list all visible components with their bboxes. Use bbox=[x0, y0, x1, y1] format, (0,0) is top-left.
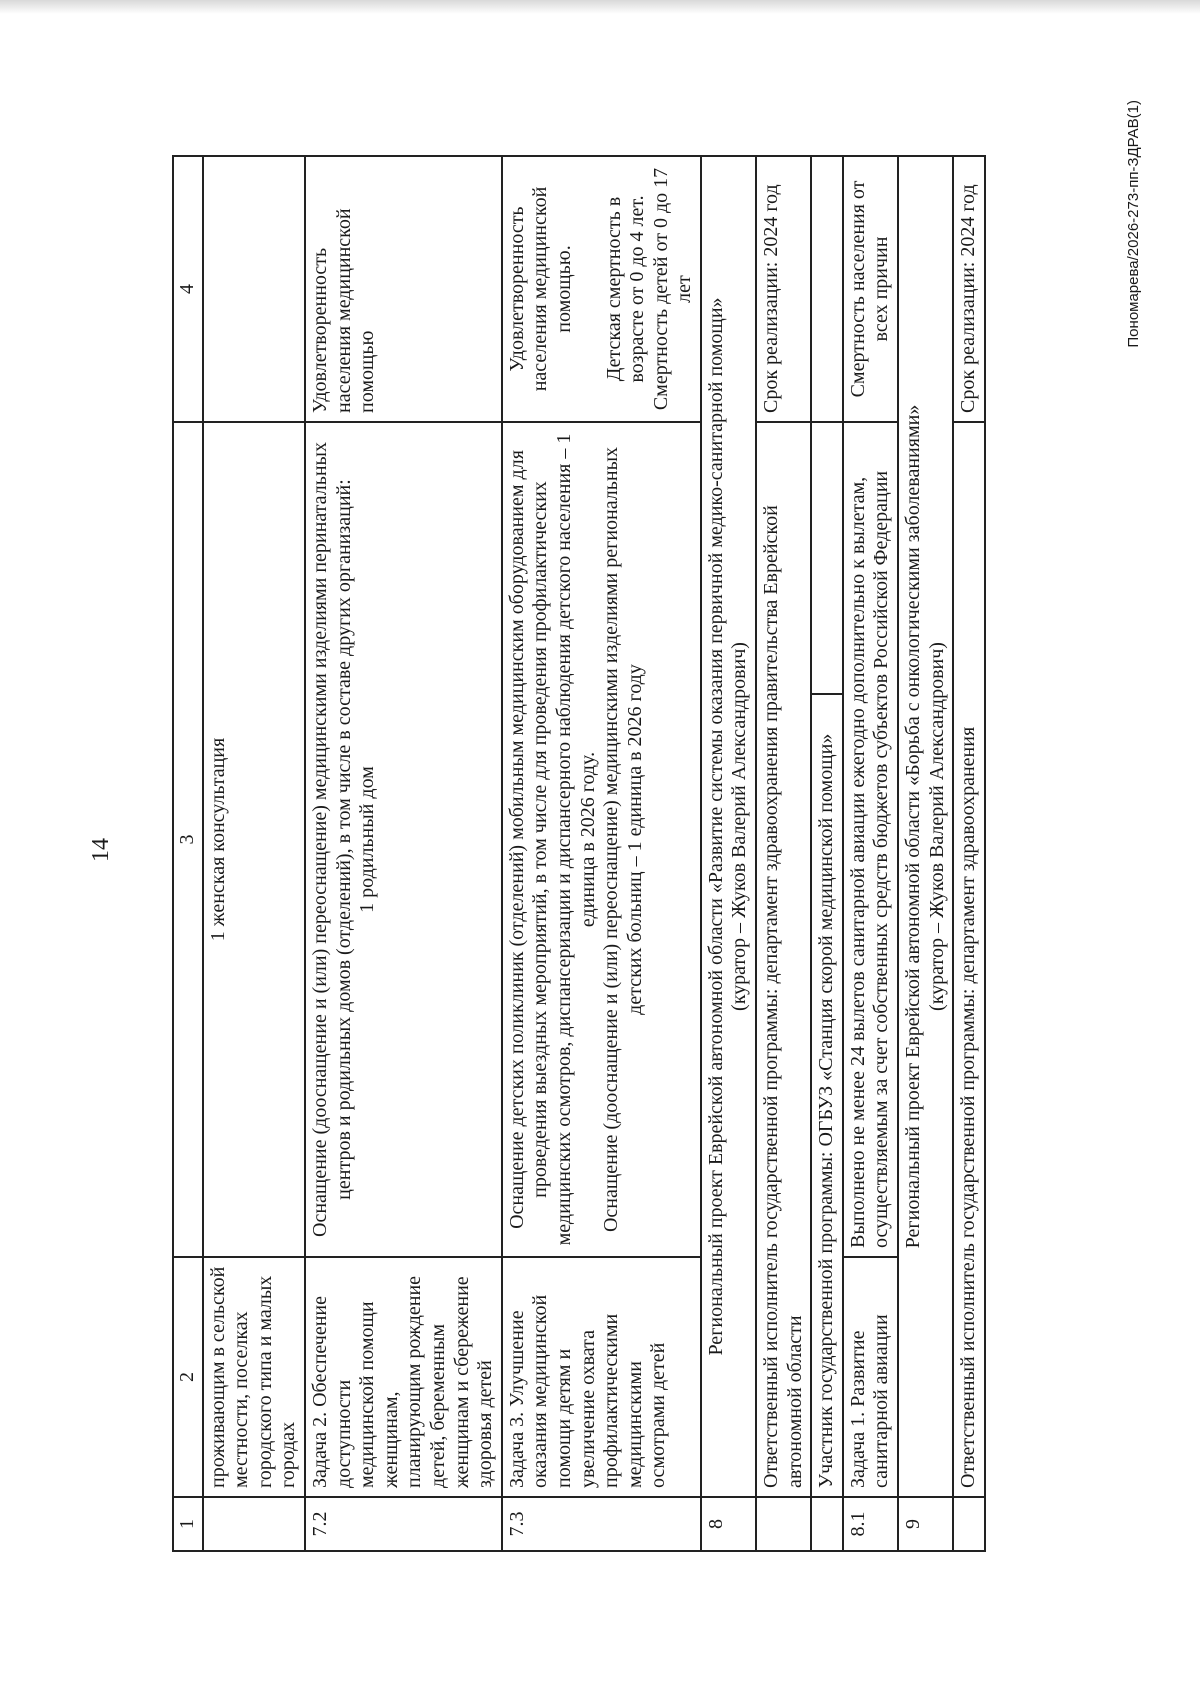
indicator-cell bbox=[203, 156, 305, 422]
header-col-3: 3 bbox=[173, 422, 203, 1257]
executor-row bbox=[756, 156, 811, 1551]
header-col-2: 2 bbox=[173, 1257, 203, 1497]
indicator-text: Удовлетворенность населения медицинской помощью. bbox=[505, 186, 575, 392]
result-text: 1 родильный дом bbox=[356, 766, 379, 913]
header-col-1: 1 bbox=[173, 1497, 203, 1551]
task-cell: проживающим в сельской местности, поселках городского типа и малых городах bbox=[203, 1257, 305, 1497]
table-row bbox=[203, 156, 305, 1551]
table-row bbox=[502, 156, 701, 1551]
table-header-row bbox=[173, 156, 203, 1551]
project-curator: (куратор – Жуков Валерий Александрович) bbox=[925, 642, 948, 1011]
project-title: Региональный проект Еврейской автономной области «Борьба с онкологическими заболеваниями» bbox=[902, 404, 925, 1249]
result-text: Оснащение (дооснащение и (или) переоснащение) медицинскими изделиями региональных детских больниц – 1 единица в 2026 году bbox=[600, 446, 646, 1233]
executor-cell: Ответственный исполнитель государственной программы: департамент здравоохранения bbox=[953, 422, 985, 1497]
row-number: 9 bbox=[898, 1497, 953, 1551]
result-cell: 1 женская консультация bbox=[203, 422, 305, 1257]
indicator-cell: Удовлетворенность населения медицинской помощью bbox=[305, 156, 502, 422]
task-cell: Задача 3. Улучшение оказания медицинской помощи детям и увеличение охвата профилактическими медицинскими осмотрами детей bbox=[502, 1257, 701, 1497]
indicator-cell: Смертность населения от всех причин bbox=[843, 156, 898, 422]
indicator-text: Смертность детей от 0 до 17 лет bbox=[649, 167, 696, 411]
executor-cell: Ответственный исполнитель государственной программы: департамент здравоохранения правительства Еврейской автономной области bbox=[756, 422, 811, 1497]
term-cell: Срок реализации: 2024 год bbox=[756, 156, 811, 422]
row-number: 7.3 bbox=[502, 1497, 701, 1551]
participant-row bbox=[811, 156, 843, 1551]
empty-cell bbox=[811, 156, 843, 422]
result-cell: Выполнено не менее 24 вылетов санитарной авиации ежегодно дополнительно к вылетам, осуществляемым за счет собственных средств бюджетов субъектов Российской Федерации bbox=[843, 422, 898, 1257]
result-cell bbox=[305, 422, 502, 1257]
project-title: Региональный проект Еврейской автономной области «Развитие системы оказания первичной медико-санитарной помощи» bbox=[704, 297, 727, 1356]
row-number: 7.2 bbox=[305, 1497, 502, 1551]
project-title-cell bbox=[701, 156, 756, 1497]
empty-cell bbox=[811, 1497, 843, 1551]
empty-cell bbox=[953, 1497, 985, 1551]
project-row bbox=[898, 156, 953, 1551]
indicator-text: Детская смертность в возрасте от 0 до 4 лет. bbox=[602, 195, 649, 383]
project-curator: (куратор – Жуков Валерий Александрович) bbox=[728, 642, 751, 1011]
empty-cell bbox=[811, 422, 843, 694]
page-number: 14 bbox=[88, 838, 114, 862]
document-code: Пономарева/2026-273-пп-ЗДРАВ(1) bbox=[1125, 100, 1142, 348]
result-text: Оснащение (дооснащение и (или) переоснащение) медицинскими изделиями перинатальных центров и родильных домов (отделений), в том числе в составе других организаций: bbox=[308, 442, 355, 1237]
project-row bbox=[701, 156, 756, 1551]
table-row bbox=[305, 156, 502, 1551]
participant-cell: Участник государственной программы: ОГБУЗ «Станция скорой медицинской помощи» bbox=[811, 694, 843, 1497]
row-number bbox=[203, 1497, 305, 1551]
header-col-4: 4 bbox=[173, 156, 203, 422]
row-number: 8 bbox=[701, 1497, 756, 1551]
table-row bbox=[843, 156, 898, 1551]
executor-row bbox=[953, 156, 985, 1551]
term-cell: Срок реализации: 2024 год bbox=[953, 156, 985, 422]
empty-cell bbox=[756, 1497, 811, 1551]
result-text: Оснащение детских поликлиник (отделений) мобильным медицинским оборудованием для проведения выездных мероприятий, в том числе для проведения профилактических медицинских осмотров, диспансеризации и диспансерного наблюдения детского населения – 1 единица в 2026 году. bbox=[505, 433, 599, 1246]
program-table bbox=[172, 155, 986, 1552]
project-title-cell bbox=[898, 156, 953, 1497]
indicator-cell bbox=[502, 156, 701, 422]
task-cell: Задача 2. Обеспечение доступности медицинской помощи женщинам, планирующим рождение детей, беременным женщинам и сбережение здоровья детей bbox=[305, 1257, 502, 1497]
result-cell bbox=[502, 422, 701, 1257]
row-number: 8.1 bbox=[843, 1497, 898, 1551]
task-cell: Задача 1. Развитие санитарной авиации bbox=[843, 1257, 898, 1497]
